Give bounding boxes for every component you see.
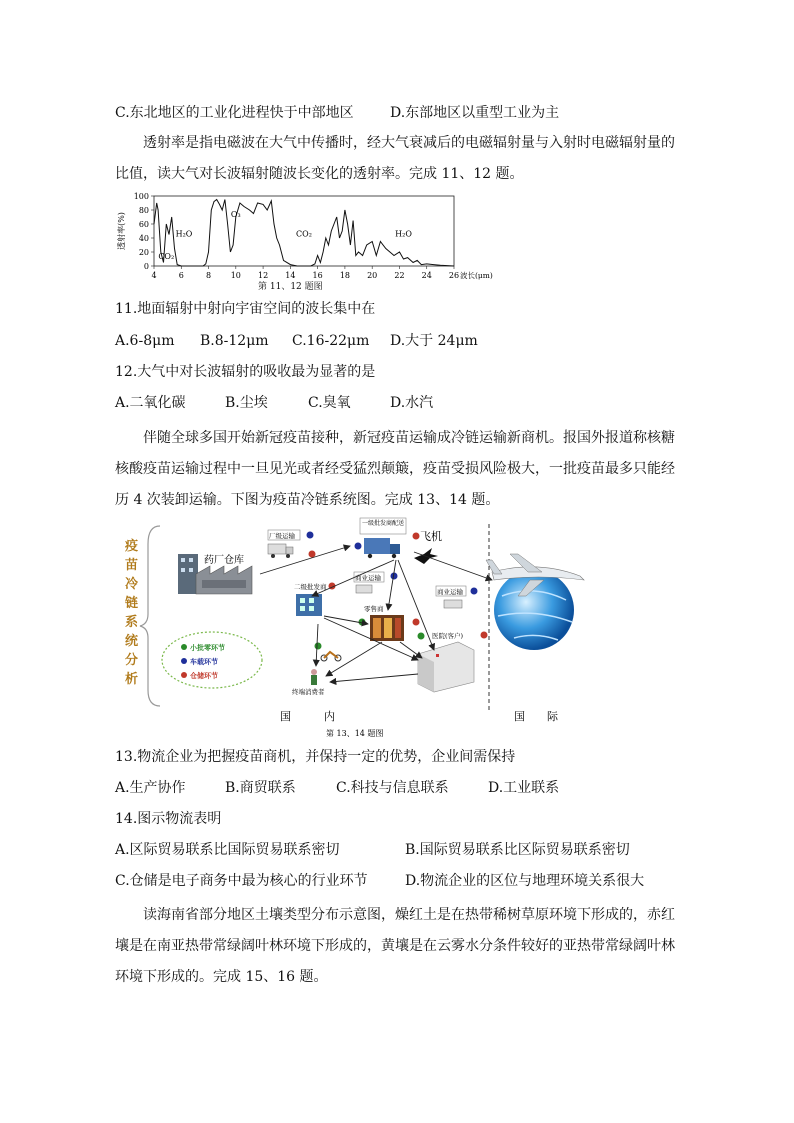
x-tick-label: 16 — [312, 271, 323, 280]
small-batch-dot — [418, 633, 425, 640]
motorbike-icon — [321, 652, 341, 661]
y-axis-label: 透射率(%) — [117, 212, 126, 250]
side-title-char: 链 — [125, 596, 139, 611]
y-tick-label: 0 — [143, 262, 149, 271]
diagram-caption: 第 13、14 题图 — [326, 729, 384, 738]
vehicle-dot — [471, 588, 478, 595]
plane-label: 飞机 — [420, 530, 442, 543]
q14-option-b: B.国际贸易联系比区际贸易联系密切 — [405, 842, 630, 858]
q13-option-b: B.商贸联系 — [225, 780, 296, 796]
van-icon — [444, 600, 462, 608]
retail-shelf-icon — [370, 615, 404, 641]
gas-annotation: H₂O — [175, 229, 193, 239]
small-batch-dot — [315, 643, 322, 650]
q12-stem: 12.大气中对长波辐射的吸收最为显著的是 — [115, 364, 376, 380]
gas-annotation: CO₂ — [296, 229, 312, 239]
x-tick-label: 18 — [339, 271, 351, 280]
storage-dot — [309, 551, 316, 558]
legend-item-vehicle: 车载环节 — [190, 657, 218, 666]
retailer-label: 零售商 — [364, 605, 384, 613]
q11-option-c: C.16-22μm — [292, 333, 370, 349]
q13-option-c: C.科技与信息联系 — [336, 780, 449, 796]
q13-option-a: A.生产协作 — [115, 780, 186, 796]
x-tick-label: 6 — [178, 271, 184, 280]
second-wholesaler-label: 二级批发商 — [294, 583, 327, 591]
gas-annotation: O₃ — [230, 210, 241, 219]
international-label: 国 际 — [514, 710, 558, 723]
intro-paragraph-13-14: 伴随全球多国开始新冠疫苗接种，新冠疫苗运输成冷链运输新商机。报国外报道称核糖核酸疫苗运输过程中一旦见光或者经受猛烈颠簸，疫苗受损风险极大，一批疫苗最多只能经历 4 次装卸运输。下图为疫苗冷链系统图。完成 13、14 题。 — [115, 430, 675, 508]
van-icon — [356, 585, 372, 593]
intro-paragraph-11-12: 透射率是指电磁波在大气中传播时，经大气衰减后的电磁辐射量与入射时电磁辐射量的比值，读大气对长波辐射随波长变化的透射率。完成 11、12 题。 — [115, 135, 675, 182]
q12-option-d: D.水汽 — [390, 395, 434, 411]
x-tick-label: 8 — [205, 271, 212, 280]
legend — [162, 632, 262, 688]
q10-option-d: D.东部地区以重型工业为主 — [390, 105, 560, 121]
factory-transport-label: 厂级运输 — [269, 532, 295, 540]
x-tick-label: 12 — [257, 271, 269, 280]
q12-option-a: A.二氧化碳 — [115, 395, 186, 411]
q10-option-c: C.东北地区的工业化进程快于中部地区 — [115, 105, 354, 121]
storage-dot — [413, 533, 420, 540]
y-tick-label: 60 — [138, 220, 149, 229]
y-tick-label: 40 — [138, 234, 149, 243]
y-tick-label: 20 — [138, 248, 149, 257]
storage-dot — [481, 632, 488, 639]
distribution-truck-icon — [364, 538, 400, 558]
transmittance-chart — [110, 190, 510, 290]
gas-annotation: H₂O — [395, 229, 412, 239]
wholesaler-building-icon — [296, 594, 322, 616]
x-tick-label: 14 — [285, 271, 296, 280]
q11-option-b: B.8-12μm — [200, 333, 269, 349]
truck-icon — [268, 544, 293, 558]
side-title-char: 分 — [125, 653, 139, 668]
q11-stem: 11.地面辐射中射向宇宙空间的波长集中在 — [115, 301, 376, 317]
small-batch-dot — [359, 619, 366, 626]
globe-airplane-icon — [486, 554, 584, 650]
intro-paragraph-15-16: 读海南省部分地区土壤类型分布示意图，燥红土是在热带稀树草原环境下形成的，赤红壤是在南亚热带常绿阔叶林环境下形成的，黄壤是在云雾水分条件较好的亚热带常绿阔叶林环境下形成的。完成 15、16 题。 — [115, 907, 675, 985]
x-tick-label: 20 — [367, 271, 378, 280]
vehicle-dot — [307, 532, 314, 539]
q11-option-d: D.大于 24μm — [390, 333, 478, 349]
y-tick-label: 80 — [138, 206, 149, 215]
hospital-building-icon — [418, 642, 474, 692]
side-title-char: 苗 — [125, 558, 139, 573]
x-tick-label: 10 — [230, 271, 241, 280]
consumer-person-icon — [311, 669, 317, 685]
q14-option-a: A.区际贸易联系比国际贸易联系密切 — [115, 842, 340, 858]
q11-option-a: A.6-8μm — [115, 333, 175, 349]
q14-option-d: D.物流企业的区位与地理环境关系很大 — [405, 873, 645, 889]
x-tick-label: 26 — [448, 271, 460, 280]
cold-chain-diagram — [118, 514, 588, 740]
q13-stem: 13.物流企业为把握疫苗商机，并保持一定的优势，企业间需保持 — [115, 749, 516, 765]
chart-caption: 第 11、12 题图 — [258, 282, 323, 292]
q12-option-c: C.臭氧 — [308, 395, 351, 411]
side-title-char: 疫 — [125, 539, 139, 554]
domestic-label: 国 内 — [280, 710, 335, 723]
first-distributor-label: 一级批发商配送 — [362, 520, 405, 527]
vehicle-dot — [355, 543, 362, 550]
q14-stem: 14.图示物流表明 — [115, 811, 222, 827]
q14-option-c: C.仓储是电子商务中最为核心的行业环节 — [115, 873, 368, 889]
q13-option-d: D.工业联系 — [488, 780, 560, 796]
legend-item-small-batch: 小批零环节 — [190, 643, 225, 652]
hospital-label: 医院(客户) — [432, 632, 464, 640]
gas-annotation: CO₂ — [158, 252, 175, 261]
commercial-transport-label-1: 商业运输 — [355, 574, 381, 582]
x-tick-label: 24 — [421, 271, 432, 280]
x-tick-label: 4 — [151, 271, 157, 280]
commercial-transport-label-2: 商业运输 — [437, 588, 463, 596]
x-axis-label: 波长(μm) — [460, 271, 493, 280]
end-consumer-label: 终端消费者 — [292, 688, 325, 696]
q12-option-b: B.尘埃 — [225, 395, 268, 411]
side-title-char: 统 — [125, 634, 139, 649]
side-title-char: 冷 — [125, 577, 139, 592]
factory-label: 药厂仓库 — [204, 555, 244, 566]
y-tick-label: 100 — [133, 192, 149, 201]
side-title — [124, 538, 139, 687]
x-tick-label: 22 — [394, 271, 405, 280]
side-title-char: 析 — [125, 672, 139, 687]
legend-item-storage: 仓储环节 — [190, 671, 218, 680]
storage-dot — [413, 619, 420, 626]
side-title-char: 系 — [125, 615, 139, 630]
